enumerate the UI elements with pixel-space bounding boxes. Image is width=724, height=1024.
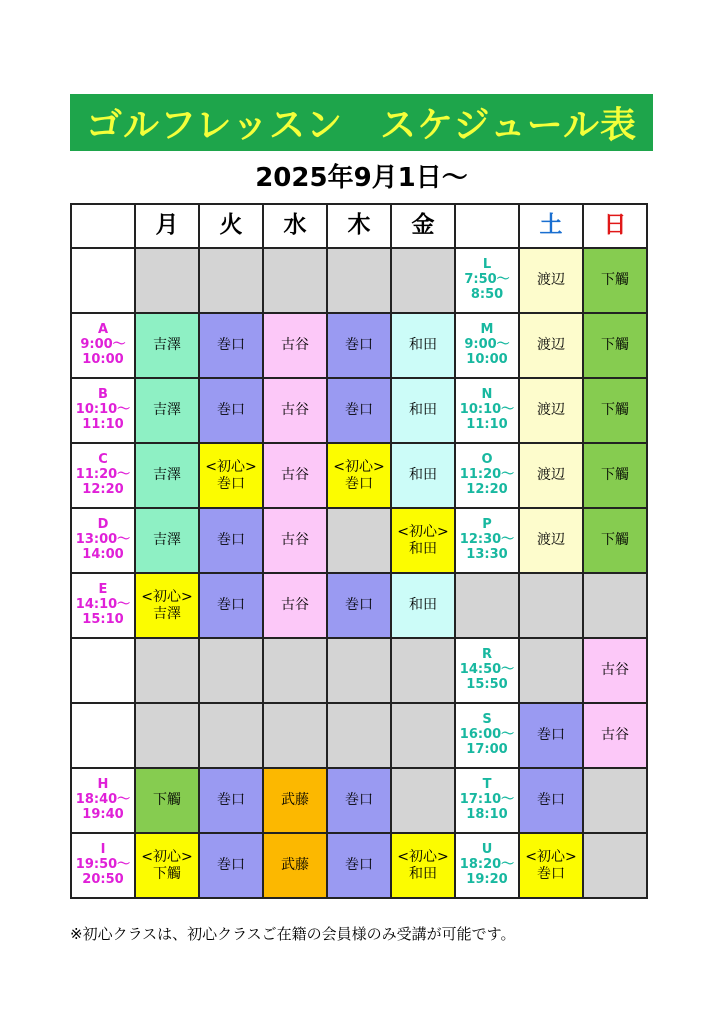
instructor-name: 吉澤 bbox=[153, 337, 181, 354]
day-header-mon: 月 bbox=[135, 204, 199, 248]
instructor-name: 巻口 bbox=[345, 402, 373, 419]
weekend-slot-cell bbox=[455, 508, 519, 573]
weekday-slot-cell-time bbox=[72, 583, 134, 628]
weekend-slot-cell bbox=[455, 313, 519, 378]
weekday-slot-cell-time bbox=[72, 388, 134, 433]
lesson-cell-mon bbox=[135, 638, 199, 703]
lesson-cell-thu bbox=[327, 573, 391, 638]
beginner-tag: <初心> bbox=[333, 458, 385, 475]
weekend-slot-header-cell bbox=[455, 204, 519, 248]
weekend-slot-cell-time bbox=[456, 843, 518, 888]
weekday-slot-cell-start: 10:10～ bbox=[75, 402, 131, 418]
weekend-slot-cell bbox=[455, 378, 519, 443]
instructor-name: 巻口 bbox=[345, 475, 373, 492]
lesson-cell-sun bbox=[583, 443, 647, 508]
lesson-cell-sun bbox=[583, 313, 647, 378]
weekday-slot-cell-code: B bbox=[98, 387, 108, 403]
weekday-slot-cell bbox=[71, 638, 135, 703]
lesson-cell-fri bbox=[391, 768, 455, 833]
instructor-name: 吉澤 bbox=[153, 605, 181, 622]
lesson-cell-tue bbox=[199, 248, 263, 313]
lesson-cell-sat bbox=[519, 378, 583, 443]
instructor-name: 下觸 bbox=[601, 402, 629, 419]
instructor-name: 武藤 bbox=[281, 857, 309, 874]
lesson-cell-tue bbox=[199, 378, 263, 443]
weekend-slot-cell-end: 13:30 bbox=[466, 546, 508, 562]
day-header-wed: 水 bbox=[263, 204, 327, 248]
start-date-heading: 2025年9月1日～ bbox=[255, 163, 468, 193]
table-row bbox=[71, 833, 647, 898]
weekend-slot-cell bbox=[455, 248, 519, 313]
table-row bbox=[71, 638, 647, 703]
instructor-name: 巻口 bbox=[217, 402, 245, 419]
weekday-slot-cell bbox=[71, 573, 135, 638]
lesson-cell-fri bbox=[391, 508, 455, 573]
instructor-name: 巻口 bbox=[217, 597, 245, 614]
lesson-cell-mon bbox=[135, 248, 199, 313]
instructor-name: 巻口 bbox=[217, 475, 245, 492]
lesson-cell-fri bbox=[391, 443, 455, 508]
instructor-name: 吉澤 bbox=[153, 532, 181, 549]
weekend-slot-cell-start: 17:10～ bbox=[459, 792, 515, 808]
instructor-name: 和田 bbox=[409, 402, 437, 419]
lesson-cell-fri bbox=[391, 378, 455, 443]
lesson-cell-fri bbox=[391, 248, 455, 313]
instructor-name: 巻口 bbox=[217, 337, 245, 354]
footnote: ※初心クラスは、初心クラスご在籍の会員様のみ受講が可能です。 bbox=[70, 925, 516, 943]
weekday-slot-cell-code: H bbox=[97, 777, 109, 793]
lesson-cell-thu bbox=[327, 508, 391, 573]
lesson-cell-mon bbox=[135, 703, 199, 768]
instructor-name: 巻口 bbox=[537, 865, 565, 882]
instructor-name: 巻口 bbox=[537, 727, 565, 744]
beginner-tag: <初心> bbox=[525, 848, 577, 865]
weekday-slot-cell-start: 18:40～ bbox=[75, 792, 131, 808]
weekday-slot-cell-end: 14:00 bbox=[82, 546, 124, 562]
day-header-sat: 土 bbox=[519, 204, 583, 248]
weekend-slot-cell-end: 17:00 bbox=[466, 741, 508, 757]
weekend-slot-cell-start: 7:50～ bbox=[464, 272, 510, 288]
lesson-cell-sat bbox=[519, 248, 583, 313]
lesson-cell-mon bbox=[135, 443, 199, 508]
weekend-slot-cell-start: 9:00～ bbox=[464, 337, 510, 353]
weekday-slot-cell bbox=[71, 378, 135, 443]
instructor-name: 巻口 bbox=[217, 857, 245, 874]
weekday-slot-cell-end: 11:10 bbox=[82, 416, 124, 432]
lesson-cell-tue bbox=[199, 833, 263, 898]
instructor-name: 渡辺 bbox=[537, 467, 565, 484]
instructor-name: 巻口 bbox=[345, 792, 373, 809]
lesson-cell-tue bbox=[199, 443, 263, 508]
weekend-slot-cell-code: L bbox=[482, 257, 492, 273]
weekday-slot-cell bbox=[71, 443, 135, 508]
weekday-slot-cell-end: 20:50 bbox=[82, 871, 124, 887]
instructor-name: 古谷 bbox=[601, 662, 629, 679]
lesson-cell-sat bbox=[519, 768, 583, 833]
lesson-cell-sat bbox=[519, 508, 583, 573]
weekday-slot-cell bbox=[71, 768, 135, 833]
weekend-slot-cell-time bbox=[456, 778, 518, 823]
lesson-cell-thu bbox=[327, 638, 391, 703]
lesson-cell-tue bbox=[199, 508, 263, 573]
weekday-slot-cell-code: C bbox=[98, 452, 108, 468]
lesson-cell-fri bbox=[391, 313, 455, 378]
instructor-name: 渡辺 bbox=[537, 272, 565, 289]
lesson-cell-fri bbox=[391, 833, 455, 898]
lesson-cell-sat bbox=[519, 638, 583, 703]
weekday-slot-cell-end: 15:10 bbox=[82, 611, 124, 627]
lesson-cell-sun bbox=[583, 638, 647, 703]
lesson-cell-sun bbox=[583, 248, 647, 313]
weekend-slot-cell bbox=[455, 703, 519, 768]
instructor-name: 巻口 bbox=[537, 792, 565, 809]
weekend-slot-cell-end: 18:10 bbox=[466, 806, 508, 822]
lesson-cell-mon bbox=[135, 573, 199, 638]
weekend-slot-cell-start: 10:10～ bbox=[459, 402, 515, 418]
weekend-slot-cell bbox=[455, 833, 519, 898]
weekday-slot-cell-start: 9:00～ bbox=[80, 337, 126, 353]
weekend-slot-cell-code: N bbox=[481, 387, 493, 403]
beginner-tag: <初心> bbox=[141, 588, 193, 605]
instructor-name: 古谷 bbox=[601, 727, 629, 744]
lesson-cell-wed bbox=[263, 768, 327, 833]
day-header-tue: 火 bbox=[199, 204, 263, 248]
weekend-slot-cell-time bbox=[456, 258, 518, 303]
lesson-cell-sat bbox=[519, 313, 583, 378]
weekend-slot-cell-time bbox=[456, 518, 518, 563]
weekend-slot-cell-code: T bbox=[482, 777, 492, 793]
beginner-tag: <初心> bbox=[205, 458, 257, 475]
lesson-cell-sun bbox=[583, 703, 647, 768]
weekend-slot-cell-code: U bbox=[481, 842, 493, 858]
weekday-slot-cell-start: 14:10～ bbox=[75, 597, 131, 613]
weekend-slot-cell-end: 11:10 bbox=[466, 416, 508, 432]
instructor-name: 和田 bbox=[409, 337, 437, 354]
weekday-slot-cell-code: D bbox=[97, 517, 109, 533]
instructor-name: 巻口 bbox=[217, 792, 245, 809]
lesson-cell-thu bbox=[327, 703, 391, 768]
table-row bbox=[71, 248, 647, 313]
instructor-name: 古谷 bbox=[281, 597, 309, 614]
lesson-cell-wed bbox=[263, 508, 327, 573]
weekday-slot-cell bbox=[71, 833, 135, 898]
weekend-slot-cell-time bbox=[456, 713, 518, 758]
lesson-cell-thu bbox=[327, 833, 391, 898]
beginner-tag: <初心> bbox=[397, 523, 449, 540]
day-header-thu: 木 bbox=[327, 204, 391, 248]
weekday-slot-cell-end: 10:00 bbox=[82, 351, 124, 367]
instructor-name: 古谷 bbox=[281, 402, 309, 419]
lesson-cell-sun bbox=[583, 378, 647, 443]
lesson-cell-fri bbox=[391, 638, 455, 703]
weekend-slot-cell bbox=[455, 768, 519, 833]
weekend-slot-cell-end: 12:20 bbox=[466, 481, 508, 497]
lesson-cell-sun bbox=[583, 833, 647, 898]
weekend-slot-cell-time bbox=[456, 648, 518, 693]
header-row bbox=[71, 204, 647, 248]
instructor-name: 古谷 bbox=[281, 337, 309, 354]
table-row bbox=[71, 313, 647, 378]
weekday-slot-cell-end: 12:20 bbox=[82, 481, 124, 497]
weekend-slot-cell-code: R bbox=[481, 647, 492, 663]
weekend-slot-cell-end: 10:00 bbox=[466, 351, 508, 367]
weekday-slot-cell-start: 13:00～ bbox=[75, 532, 131, 548]
weekend-slot-cell bbox=[455, 443, 519, 508]
instructor-name: 下觸 bbox=[153, 792, 181, 809]
weekday-slot-cell-code: A bbox=[97, 322, 109, 338]
instructor-name: 巻口 bbox=[217, 532, 245, 549]
lesson-cell-sat bbox=[519, 833, 583, 898]
instructor-name: 渡辺 bbox=[537, 337, 565, 354]
lesson-cell-mon bbox=[135, 313, 199, 378]
lesson-cell-tue bbox=[199, 638, 263, 703]
table-row bbox=[71, 768, 647, 833]
instructor-name: 巻口 bbox=[345, 857, 373, 874]
lesson-cell-tue bbox=[199, 573, 263, 638]
lesson-cell-wed bbox=[263, 833, 327, 898]
instructor-name: 下觸 bbox=[601, 337, 629, 354]
weekend-slot-cell-time bbox=[456, 453, 518, 498]
weekend-slot-cell-start: 11:20～ bbox=[459, 467, 515, 483]
schedule-body bbox=[71, 248, 647, 898]
lesson-cell-wed bbox=[263, 313, 327, 378]
lesson-cell-thu bbox=[327, 313, 391, 378]
weekend-slot-cell-start: 12:30～ bbox=[459, 532, 515, 548]
lesson-cell-wed bbox=[263, 573, 327, 638]
instructor-name: 和田 bbox=[409, 865, 437, 882]
instructor-name: 古谷 bbox=[281, 532, 309, 549]
instructor-name: 下觸 bbox=[153, 865, 181, 882]
weekend-slot-cell-time bbox=[456, 388, 518, 433]
lesson-cell-wed bbox=[263, 703, 327, 768]
lesson-cell-wed bbox=[263, 443, 327, 508]
lesson-cell-thu bbox=[327, 248, 391, 313]
lesson-cell-mon bbox=[135, 378, 199, 443]
weekend-slot-cell-end: 8:50 bbox=[470, 286, 504, 302]
weekend-slot-cell-code: P bbox=[482, 517, 492, 533]
lesson-cell-fri bbox=[391, 573, 455, 638]
weekday-slot-cell-start: 11:20～ bbox=[75, 467, 131, 483]
instructor-name: 古谷 bbox=[281, 467, 309, 484]
lesson-cell-thu bbox=[327, 768, 391, 833]
weekend-slot-cell bbox=[455, 573, 519, 638]
weekday-slot-cell-end: 19:40 bbox=[82, 806, 124, 822]
lesson-cell-sat bbox=[519, 573, 583, 638]
lesson-cell-mon bbox=[135, 508, 199, 573]
lesson-cell-wed bbox=[263, 638, 327, 703]
beginner-tag: <初心> bbox=[141, 848, 193, 865]
weekday-slot-cell-code: E bbox=[98, 582, 108, 598]
lesson-cell-sun bbox=[583, 573, 647, 638]
weekend-slot-cell-code: S bbox=[482, 712, 492, 728]
instructor-name: 吉澤 bbox=[153, 467, 181, 484]
lesson-cell-sat bbox=[519, 443, 583, 508]
weekend-slot-cell-code: M bbox=[480, 322, 494, 338]
lesson-cell-tue bbox=[199, 313, 263, 378]
instructor-name: 吉澤 bbox=[153, 402, 181, 419]
weekday-slot-cell bbox=[71, 313, 135, 378]
lesson-cell-tue bbox=[199, 768, 263, 833]
weekday-slot-cell bbox=[71, 703, 135, 768]
schedule-table bbox=[70, 203, 648, 899]
table-row bbox=[71, 508, 647, 573]
instructor-name: 巻口 bbox=[345, 597, 373, 614]
corner-header-cell bbox=[71, 204, 135, 248]
weekend-slot-cell-code: O bbox=[481, 452, 493, 468]
lesson-cell-thu bbox=[327, 443, 391, 508]
table-row bbox=[71, 703, 647, 768]
weekday-slot-cell bbox=[71, 248, 135, 313]
weekend-slot-cell-start: 16:00～ bbox=[459, 727, 515, 743]
lesson-cell-thu bbox=[327, 378, 391, 443]
weekend-slot-cell-start: 18:20～ bbox=[459, 857, 515, 873]
weekday-slot-cell-time bbox=[72, 778, 134, 823]
lesson-cell-tue bbox=[199, 703, 263, 768]
table-row bbox=[71, 443, 647, 508]
weekday-slot-cell-time bbox=[72, 323, 134, 368]
weekday-slot-cell bbox=[71, 508, 135, 573]
instructor-name: 和田 bbox=[409, 597, 437, 614]
table-row bbox=[71, 378, 647, 443]
instructor-name: 巻口 bbox=[345, 337, 373, 354]
instructor-name: 下觸 bbox=[601, 532, 629, 549]
table-row bbox=[71, 573, 647, 638]
day-header-sun: 日 bbox=[583, 204, 647, 248]
weekend-slot-cell-end: 15:50 bbox=[466, 676, 508, 692]
weekend-slot-cell bbox=[455, 638, 519, 703]
lesson-cell-sun bbox=[583, 768, 647, 833]
instructor-name: 武藤 bbox=[281, 792, 309, 809]
weekend-slot-cell-time bbox=[456, 323, 518, 368]
lesson-cell-sun bbox=[583, 508, 647, 573]
lesson-cell-mon bbox=[135, 833, 199, 898]
instructor-name: 下觸 bbox=[601, 272, 629, 289]
weekday-slot-cell-time bbox=[72, 453, 134, 498]
beginner-tag: <初心> bbox=[397, 848, 449, 865]
weekend-slot-cell-start: 14:50～ bbox=[459, 662, 515, 678]
instructor-name: 和田 bbox=[409, 467, 437, 484]
lesson-cell-fri bbox=[391, 703, 455, 768]
weekday-slot-cell-start: 19:50～ bbox=[75, 857, 131, 873]
lesson-cell-mon bbox=[135, 768, 199, 833]
weekday-slot-cell-time bbox=[72, 518, 134, 563]
instructor-name: 下觸 bbox=[601, 467, 629, 484]
lesson-cell-sat bbox=[519, 703, 583, 768]
instructor-name: 渡辺 bbox=[537, 402, 565, 419]
instructor-name: 和田 bbox=[409, 540, 437, 557]
day-header-fri: 金 bbox=[391, 204, 455, 248]
lesson-cell-wed bbox=[263, 378, 327, 443]
page-title: ゴルフレッスン スケジュール表 bbox=[70, 94, 653, 151]
lesson-cell-wed bbox=[263, 248, 327, 313]
instructor-name: 渡辺 bbox=[537, 532, 565, 549]
weekend-slot-cell-end: 19:20 bbox=[466, 871, 508, 887]
weekday-slot-cell-time bbox=[72, 843, 134, 888]
weekday-slot-cell-code: I bbox=[100, 842, 106, 858]
